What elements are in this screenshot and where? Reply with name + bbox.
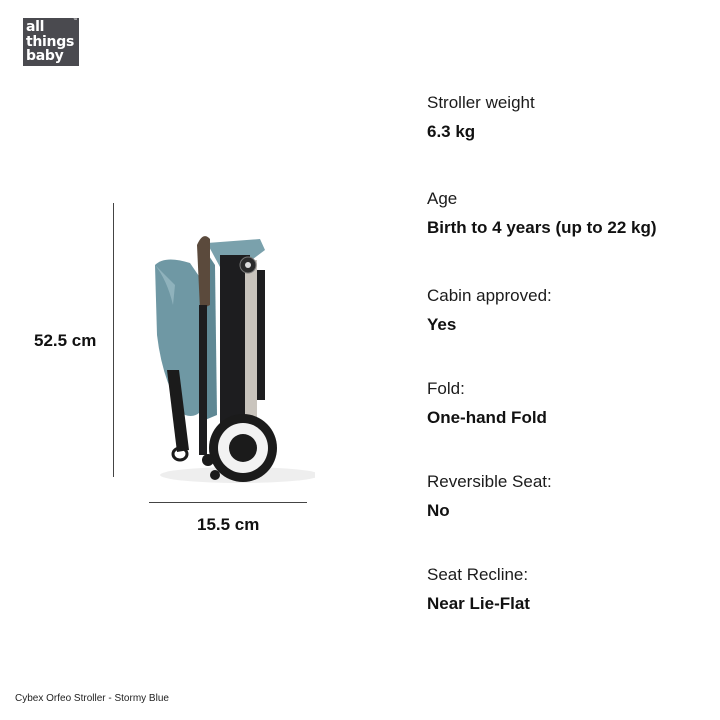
folded-stroller-image [145, 225, 315, 495]
spec-label: Fold: [427, 379, 465, 398]
all-things-baby-logo[interactable] [23, 18, 79, 66]
height-dimension-line [113, 203, 114, 477]
height-dimension-label: 52.5 cm [34, 331, 97, 350]
spec-label: Seat Recline: [427, 565, 529, 584]
spec-fold [427, 379, 547, 428]
spec-value: Yes [427, 315, 457, 334]
spec-label: Age [427, 189, 458, 208]
spec-value: Birth to 4 years (up to 22 kg) [427, 218, 657, 237]
spec-reversible-seat [427, 472, 552, 521]
spec-label: Cabin approved: [427, 286, 552, 305]
logo-line-1: all [26, 19, 45, 35]
width-dimension-line [149, 502, 307, 503]
width-dimension-label: 15.5 cm [197, 515, 260, 534]
spec-age [427, 189, 657, 238]
logo-trademark: ™ [73, 18, 78, 24]
image-caption: Cybex Orfeo Stroller - Stormy Blue [15, 693, 169, 704]
spec-value: Near Lie-Flat [427, 594, 530, 613]
spec-value: 6.3 kg [427, 122, 476, 141]
spec-label: Reversible Seat: [427, 472, 552, 491]
logo-line-2: things [26, 33, 74, 50]
spec-label: Stroller weight [427, 93, 535, 112]
spec-value: No [427, 501, 450, 520]
spec-cabin-approved [427, 286, 552, 335]
spec-value: One-hand Fold [427, 408, 547, 427]
logo-line-3: baby [26, 48, 64, 64]
spec-seat-recline [427, 565, 530, 614]
spec-weight [427, 93, 535, 142]
